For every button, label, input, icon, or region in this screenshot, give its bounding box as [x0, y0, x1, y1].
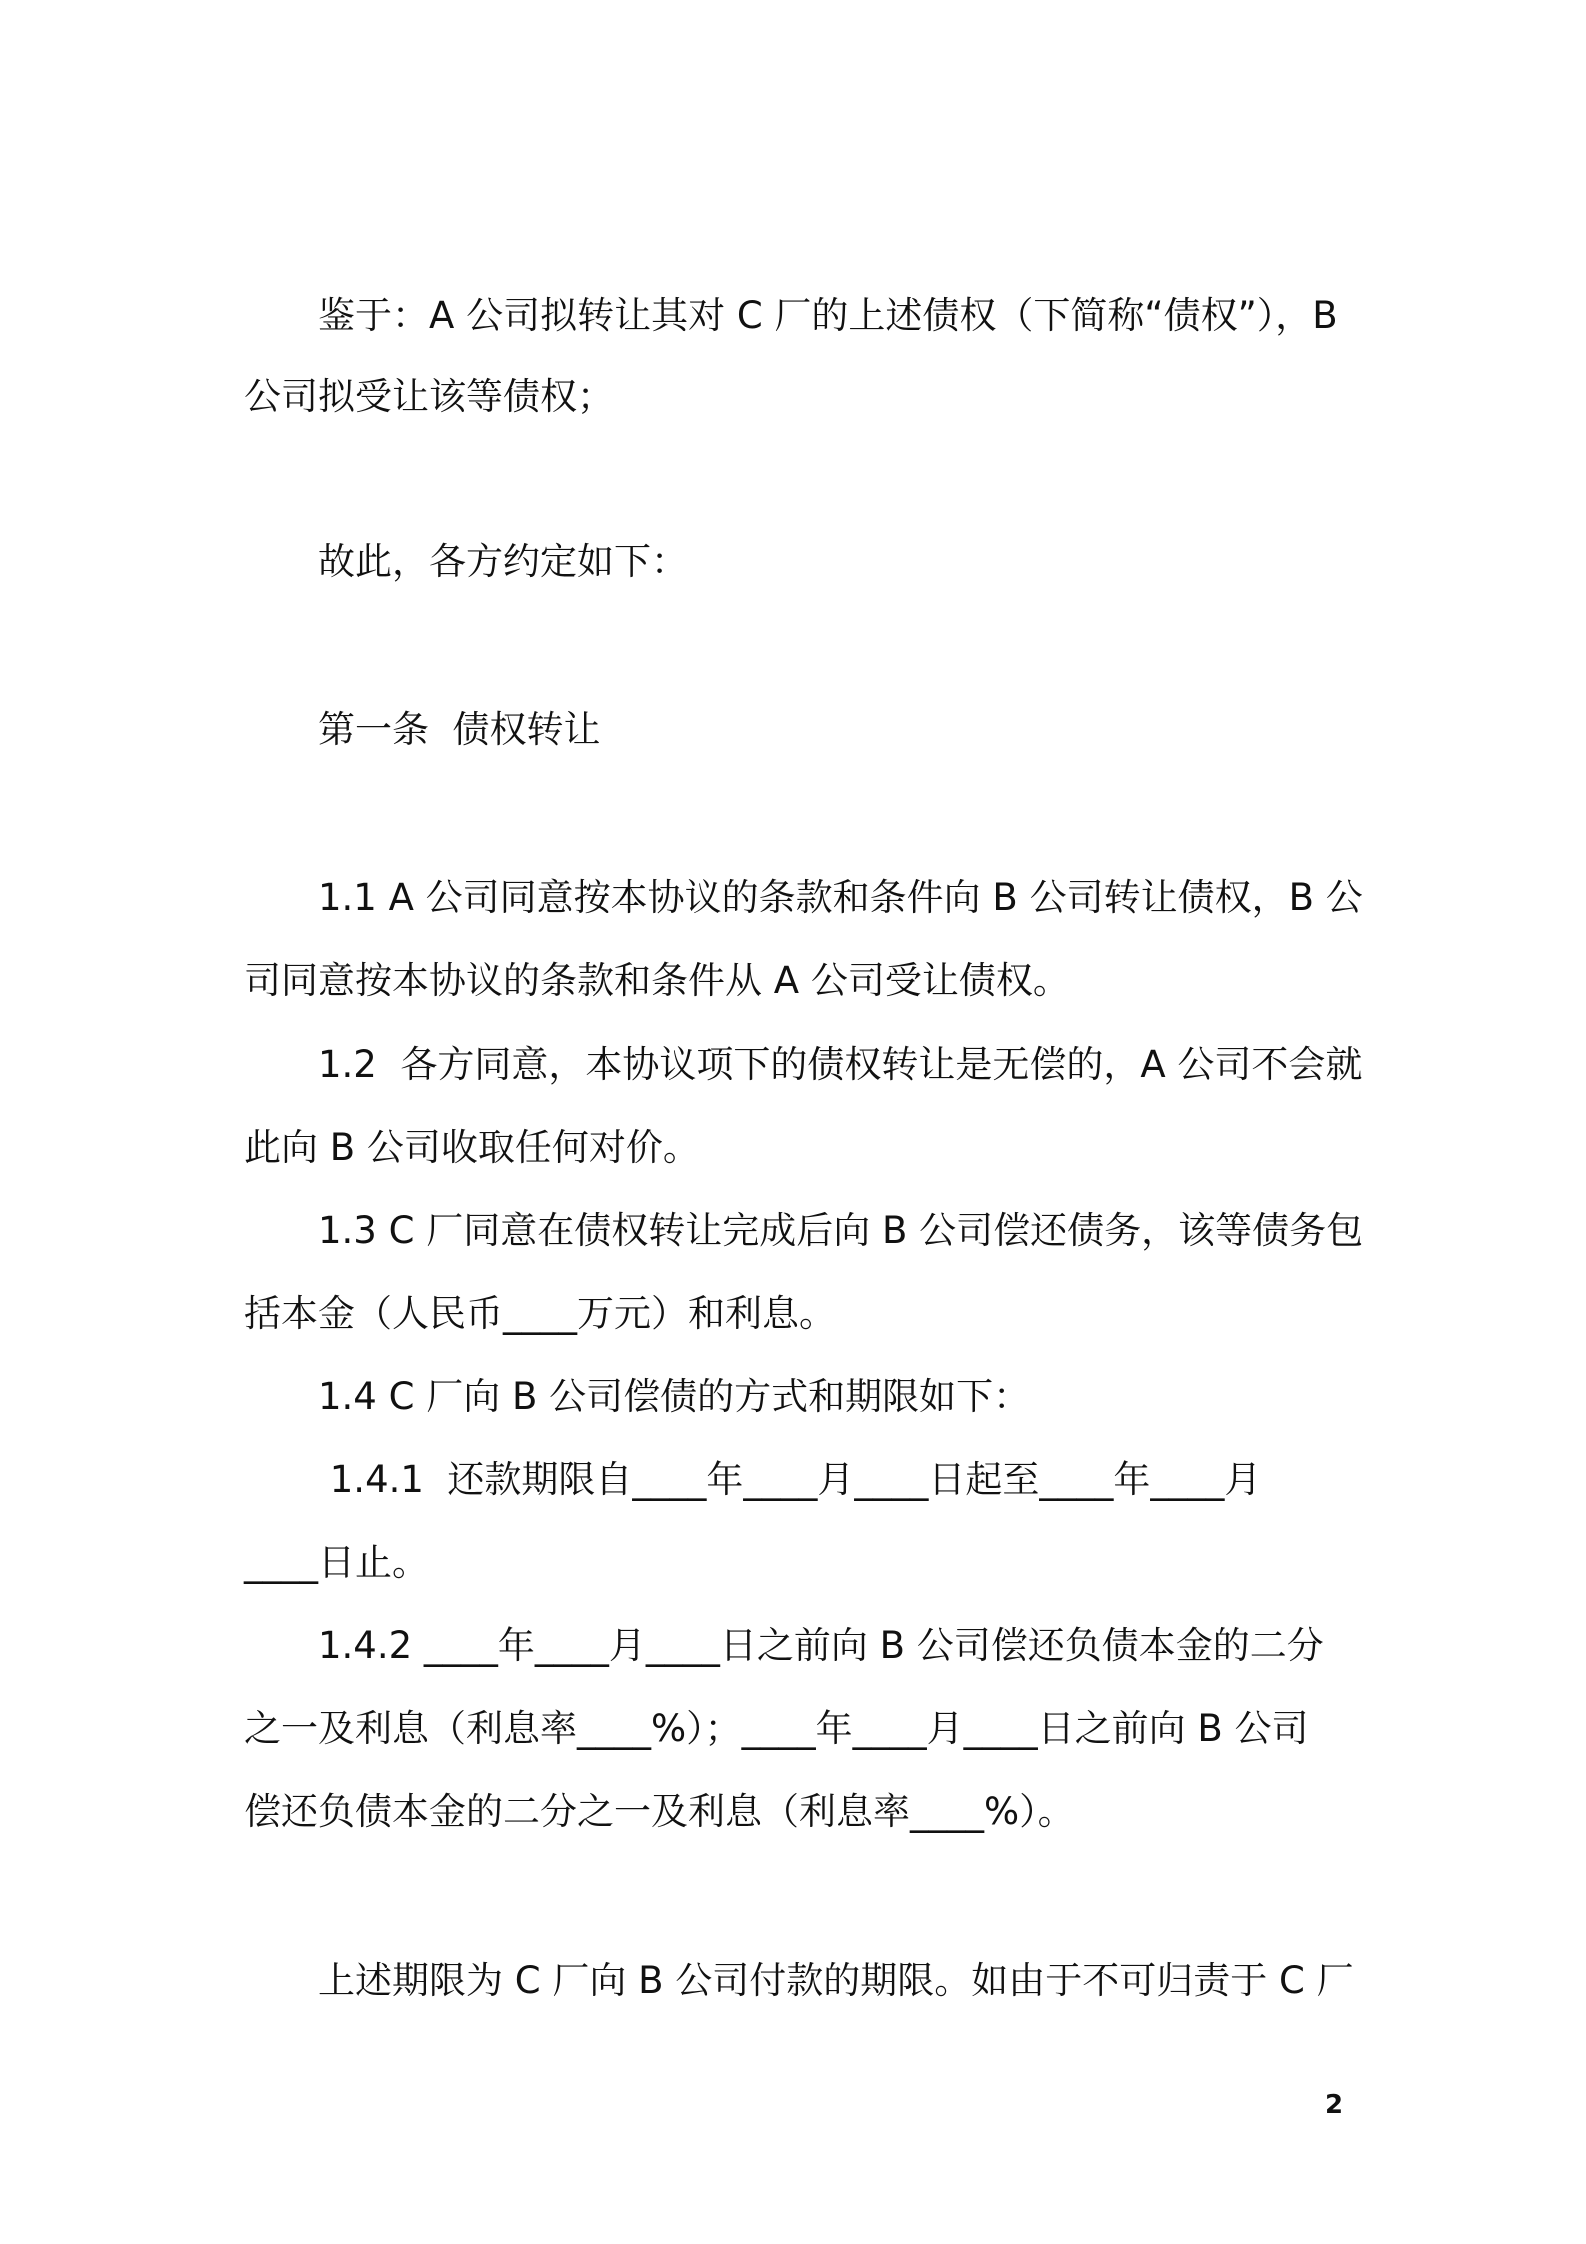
- clause-1-1-line-2: 司同意按本协议的条款和条件从 A 公司受让债权。: [244, 959, 1070, 1002]
- clause-1-4-2-line-1: 1.4.2 ____年____月____日之前向 B 公司偿还负债本金的二分: [318, 1624, 1324, 1667]
- paragraph-whereas-line-1: 鉴于：A 公司拟转让其对 C 厂的上述债权（下简称“债权”），B: [318, 294, 1338, 337]
- clause-1-4-1-line-2: ____日止。: [244, 1541, 429, 1584]
- deadline-note: 上述期限为 C 厂向 B 公司付款的期限。如由于不可归责于 C 厂: [318, 1959, 1354, 2002]
- clause-1-4-1-line-1: 1.4.1 还款期限自____年____月____日起至____年____月: [318, 1458, 1262, 1501]
- clause-1-2-line-2: 此向 B 公司收取任何对价。: [244, 1126, 700, 1169]
- clause-1-4: 1.4 C 厂向 B 公司偿债的方式和期限如下：: [318, 1375, 1031, 1418]
- clause-1-1-line-1: 1.1 A 公司同意按本协议的条款和条件向 B 公司转让债权，B 公: [318, 876, 1363, 919]
- paragraph-whereas-line-2: 公司拟受让该等债权；: [244, 375, 614, 418]
- article-1-heading: 第一条 债权转让: [318, 708, 601, 751]
- clause-1-4-2-line-3: 偿还负债本金的二分之一及利息（利息率____%）。: [244, 1790, 1075, 1833]
- clause-1-4-2-line-2: 之一及利息（利息率____%）；____年____月____日之前向 B 公司: [244, 1707, 1309, 1750]
- page-number: 2: [1325, 2090, 1344, 2120]
- clause-1-3-line-1: 1.3 C 厂同意在债权转让完成后向 B 公司偿还债务，该等债务包: [318, 1209, 1364, 1252]
- paragraph-therefore: 故此，各方约定如下：: [318, 540, 688, 583]
- clause-1-3-line-2: 括本金（人民币____万元）和利息。: [244, 1292, 836, 1335]
- clause-1-2-line-1: 1.2 各方同意，本协议项下的债权转让是无偿的，A 公司不会就: [318, 1043, 1363, 1086]
